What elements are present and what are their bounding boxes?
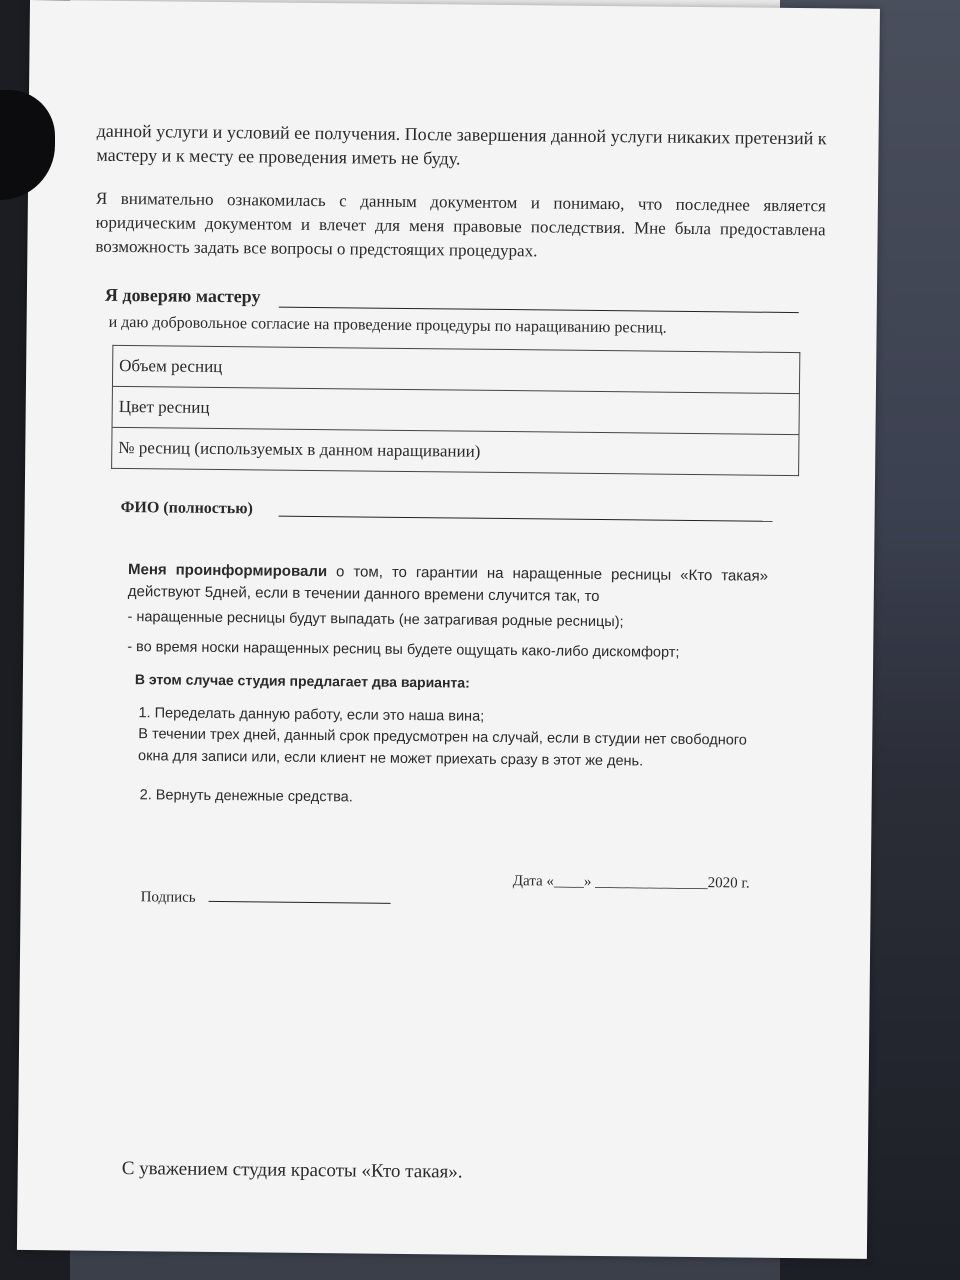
closing-line: С уважением студия красоты «Кто такая». bbox=[121, 1158, 463, 1183]
trust-master-label: Я доверяю мастеру bbox=[104, 284, 261, 307]
fio-label: ФИО (полностью) bbox=[120, 498, 253, 518]
fio-line bbox=[279, 516, 773, 522]
option-redo: 1. Переделать данную работу, если это наша вина; bbox=[138, 705, 485, 725]
info-bold: Меня проинформировали bbox=[127, 561, 328, 581]
document-page bbox=[17, 0, 880, 1259]
paragraph-acknowledgement: Я внимательно ознакомилась с данным документом и понимаю, что последнее является юридическим документом и влечет для меня правовые последствия. Мне была предоставлена возможность задать все вопросы о предстоящих процедурах. bbox=[95, 188, 826, 261]
lash-number-cell: № ресниц (используемых в данном наращивании) bbox=[112, 427, 799, 475]
date-field: Дата «____» _______________2020 г. bbox=[512, 873, 750, 892]
option-redo-detail: В течении трех дней, данный срок предусмотрен на случай, если в студии нет свободного окна для записи или, если клиент не может приехать сразу в этот же день. bbox=[138, 726, 747, 770]
lash-volume-cell: Объем ресниц bbox=[112, 345, 799, 393]
table-row bbox=[112, 345, 799, 393]
option-refund: 2. Вернуть денежные средства. bbox=[139, 787, 353, 806]
options-heading: В этом случае студия предлагает два варианта: bbox=[134, 671, 470, 691]
signature-line bbox=[209, 901, 391, 904]
guarantee-info bbox=[128, 559, 768, 610]
list-item: - наращенные ресницы будут выпадать (не затрагивая родные ресницы); bbox=[127, 609, 624, 631]
master-name-line bbox=[279, 307, 799, 313]
paragraph-terms: данной услуги и условий ее получения. После завершения данной услуги никаких претензий к мастеру и к месту ее проведения иметь не буду. bbox=[96, 120, 827, 169]
info-text: о том, то гарантии на наращенные ресницы «Кто такая» действуют 5дней, если в течении данного времени случится так, то bbox=[127, 563, 769, 605]
signature-label: Подпись bbox=[140, 889, 196, 906]
table-row bbox=[112, 386, 799, 434]
consent-text: и даю добровольное согласие на проведение процедуры по наращиванию ресниц. bbox=[108, 313, 667, 337]
list-item: - во время носки наращенных ресниц вы будете ощущать како-либо дискомфорт; bbox=[127, 639, 680, 661]
lash-details-table bbox=[111, 345, 800, 476]
table-row bbox=[112, 427, 799, 475]
lash-color-cell: Цвет ресниц bbox=[112, 386, 799, 434]
